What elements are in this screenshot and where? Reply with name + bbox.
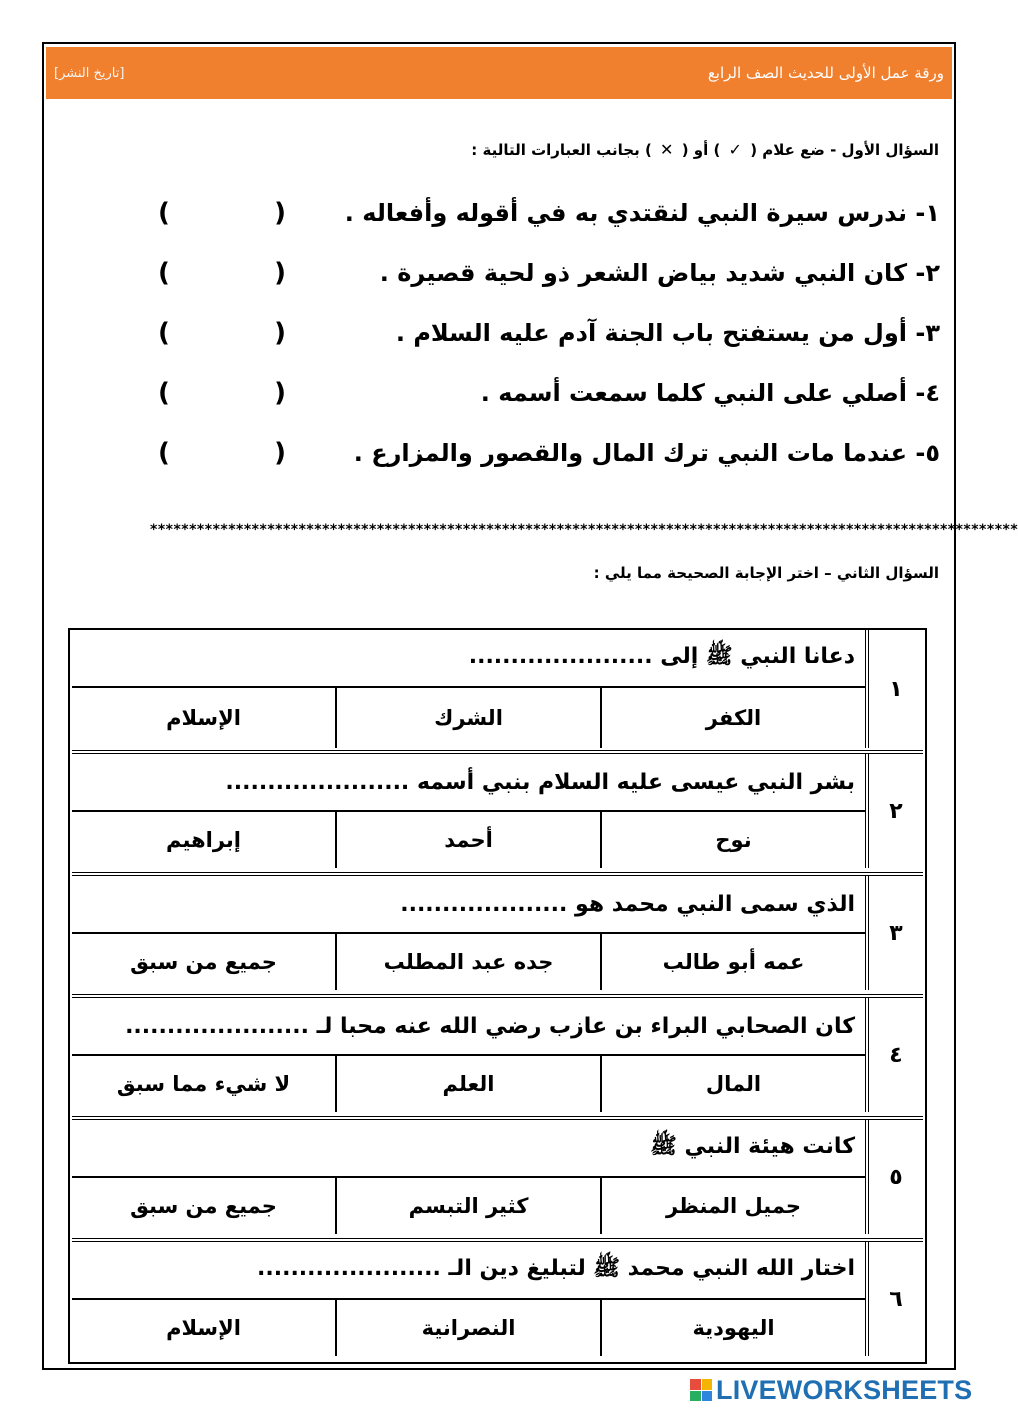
- question-text: الذي سمى النبي محمد هو ....................: [72, 876, 865, 934]
- option-cell[interactable]: النصرانية: [335, 1300, 600, 1356]
- question-text: كان الصحابي البراء بن عازب رضي الله عنه محبا لـ ......................: [72, 998, 865, 1056]
- statement-text: ١- ندرس سيرة النبي لنقتدي به في أقوله وأفعاله .: [344, 199, 940, 227]
- liveworksheets-logo[interactable]: [690, 1374, 972, 1406]
- option-cell[interactable]: الإسلام: [166, 706, 241, 730]
- q1-title-before: السؤال الأول - ضع علام (: [750, 141, 939, 159]
- worksheet-title: ورقة عمل الأولى للحديث الصف الرابع: [707, 64, 944, 82]
- option-cell[interactable]: العلم: [335, 1056, 600, 1112]
- statement-text: ٢- كان النبي شديد بياض الشعر ذو لحية قصيرة .: [379, 259, 940, 287]
- question-number: ٣: [865, 876, 923, 990]
- question-block: [72, 1116, 923, 1234]
- question-text: كانت هيئة النبي ﷺ: [72, 1120, 865, 1178]
- question-block: [72, 630, 923, 748]
- question-number: ٦: [865, 1242, 923, 1356]
- option-cell[interactable]: جده عبد المطلب: [335, 934, 600, 990]
- question-block: [72, 872, 923, 990]
- question-block: [72, 1238, 923, 1356]
- option-cell[interactable]: أحمد: [335, 812, 600, 868]
- answer-box[interactable]: ( ): [158, 378, 286, 408]
- choices-table: [68, 628, 927, 1364]
- option-cell[interactable]: عمه أبو طالب: [600, 934, 865, 990]
- option-cell[interactable]: الكفر: [600, 688, 865, 748]
- brand-name: LIVEWORKSHEETS: [716, 1374, 973, 1405]
- statement-row: [150, 189, 940, 237]
- statement-row: [150, 249, 940, 297]
- question-number: ١: [865, 630, 923, 748]
- answer-box[interactable]: ( ): [158, 438, 286, 468]
- question-number: ٤: [865, 998, 923, 1112]
- question-text: بشر النبي عيسى عليه السلام بنبي أسمه ......................: [72, 754, 865, 812]
- question-text: اختار الله النبي محمد ﷺ لتبليغ دين الـ ......................: [72, 1242, 865, 1300]
- option-cell[interactable]: إبراهيم: [166, 828, 241, 852]
- question-1-title: [471, 140, 939, 159]
- statement-row: [150, 429, 940, 477]
- question-2-title: السؤال الثاني – اختر الإجابة الصحيحة مما يلي :: [593, 564, 939, 582]
- statement-text: ٣- أول من يستفتح باب الجنة آدم عليه السلام .: [395, 319, 940, 347]
- check-icon: ✓: [728, 140, 742, 159]
- question-block: [72, 994, 923, 1112]
- question-block: [72, 750, 923, 868]
- header-banner: [46, 47, 952, 99]
- statement-text: ٥- عندما مات النبي ترك المال والقصور والمزارع .: [353, 439, 940, 467]
- question-number: ٥: [865, 1120, 923, 1234]
- option-cell[interactable]: جميل المنظر: [600, 1178, 865, 1234]
- question-text: دعانا النبي ﷺ إلى ......................: [72, 630, 865, 688]
- option-cell[interactable]: جميع من سبق: [130, 1194, 277, 1218]
- option-cell[interactable]: الإسلام: [166, 1316, 241, 1340]
- statement-row: [150, 369, 940, 417]
- q1-title-mid: ) أو (: [681, 141, 721, 159]
- separator-line: ***************************************************************************************************************: [150, 522, 1018, 538]
- cross-icon: ✕: [660, 140, 674, 159]
- option-cell[interactable]: اليهودية: [600, 1300, 865, 1356]
- q1-title-after: ) بجانب العبارات التالية :: [471, 141, 652, 159]
- option-cell[interactable]: لا شيء مما سبق: [116, 1072, 291, 1096]
- option-cell[interactable]: المال: [600, 1056, 865, 1112]
- option-cell[interactable]: جميع من سبق: [130, 950, 277, 974]
- publish-date: [تاريخ النشر]: [54, 65, 125, 81]
- statement-row: [150, 309, 940, 357]
- answer-box[interactable]: ( ): [158, 318, 286, 348]
- liveworksheets-logo-icon: [690, 1379, 712, 1401]
- answer-box[interactable]: ( ): [158, 198, 286, 228]
- option-cell[interactable]: نوح: [600, 812, 865, 868]
- option-cell[interactable]: الشرك: [335, 688, 600, 748]
- answer-box[interactable]: ( ): [158, 258, 286, 288]
- question-number: ٢: [865, 754, 923, 868]
- option-cell[interactable]: كثير التبسم: [335, 1178, 600, 1234]
- statement-text: ٤- أصلي على النبي كلما سمعت أسمه .: [480, 379, 940, 407]
